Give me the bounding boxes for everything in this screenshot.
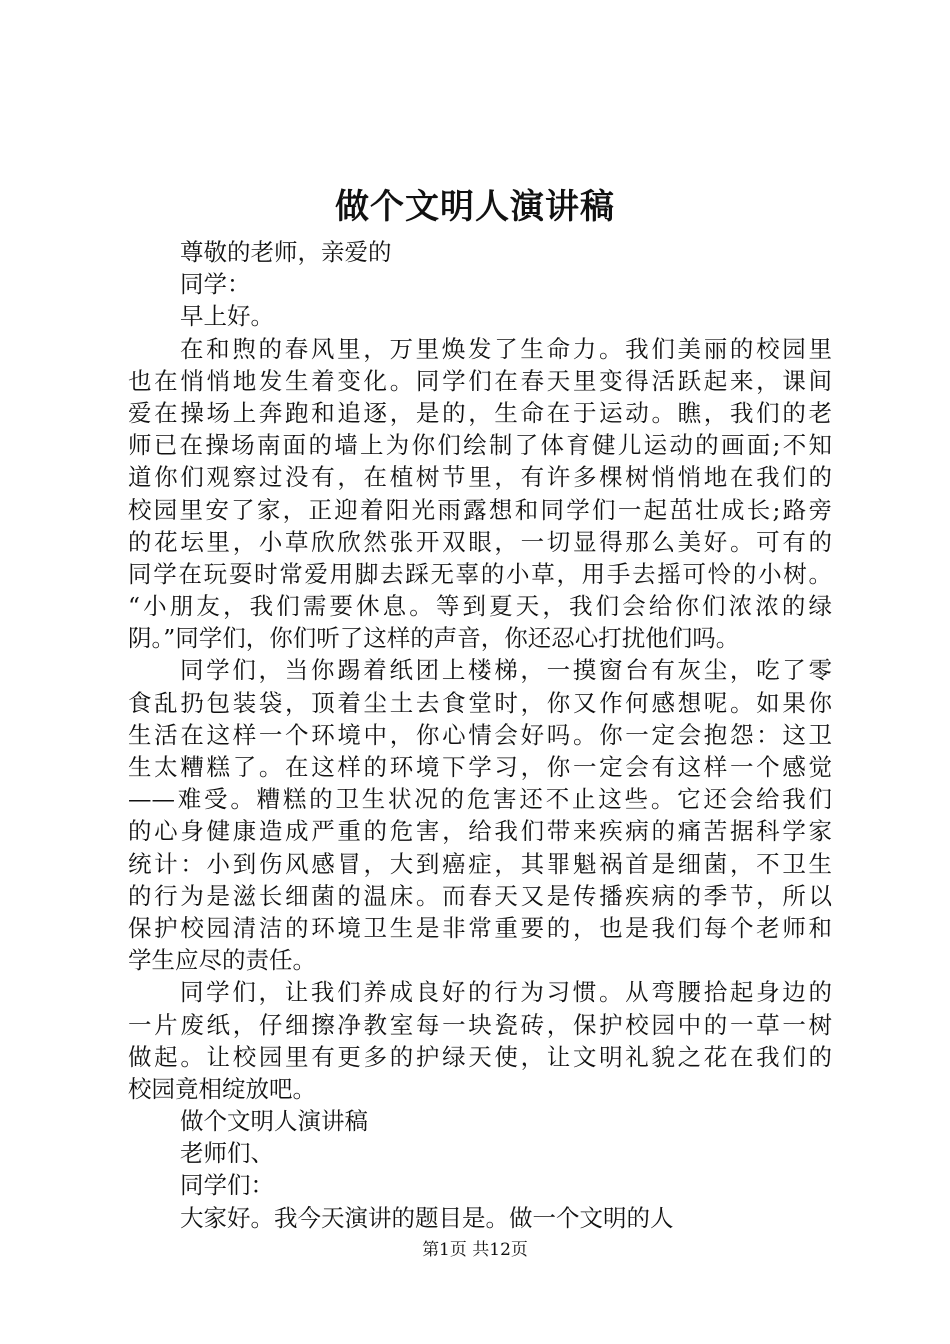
text-line: 做起。让校园里有更多的护绿天使，让文明礼貌之花在我们的	[128, 1042, 832, 1071]
text-line: 同学们，让我们养成良好的行为习惯。从弯腰拾起身边的	[180, 978, 832, 1007]
text-line: 在和煦的春风里，万里焕发了生命力。我们美丽的校园里	[180, 334, 832, 363]
text-line: 同学：	[180, 270, 251, 299]
text-line: 统计：小到伤风感冒，大到癌症，其罪魁祸首是细菌，不卫生	[128, 849, 832, 878]
text-line: 的花坛里，小草欣欣然张开双眼，一切显得那么美好。可有的	[128, 527, 832, 556]
text-line: “小朋友，我们需要休息。等到夏天，我们会给你们浓浓的绿	[128, 592, 832, 621]
text-line: 校园里安了家，正迎着阳光雨露想和同学们一起茁壮成长;路旁	[128, 495, 832, 524]
text-line: 阴。”同学们，你们听了这样的声音，你还忍心打扰他们吗。	[128, 624, 740, 653]
text-line: 同学们：	[180, 1171, 274, 1200]
page-number-footer: 第1页 共12页	[422, 1240, 528, 1260]
text-line: 爱在操场上奔跑和追逐，是的，生命在于运动。瞧，我们的老	[128, 398, 832, 427]
text-line: 同学在玩耍时常爱用脚去踩无辜的小草，用手去摇可怜的小树。	[128, 559, 832, 588]
text-line: 生活在这样一个环境中，你心情会好吗。你一定会抱怨：这卫	[128, 720, 832, 749]
text-line: 学生应尽的责任。	[128, 946, 316, 975]
text-line: 食乱扔包装袋，顶着尘土去食堂时，你又作何感想呢。如果你	[128, 688, 832, 717]
text-line: 老师们、	[180, 1139, 274, 1168]
text-line: 尊敬的老师，亲爱的	[180, 238, 392, 266]
document-body	[128, 236, 832, 1234]
document-title: 做个文明人演讲稿	[335, 187, 615, 227]
text-line: 做个文明人演讲稿	[180, 1107, 368, 1136]
text-line: 道你们观察过没有，在植树节里，有许多棵树悄悄地在我们的	[128, 463, 832, 492]
text-line: 一片废纸，仔细擦净教室每一块瓷砖，保护校园中的一草一树	[128, 1010, 832, 1039]
text-line: 生太糟糕了。在这样的环境下学习，你一定会有这样一个感觉	[128, 753, 832, 781]
text-line: 师已在操场南面的墙上为你们绘制了体育健儿运动的画面;不知	[128, 431, 832, 460]
text-line: 保护校园清洁的环境卫生是非常重要的，也是我们每个老师和	[128, 913, 832, 942]
text-line: 早上好。	[180, 302, 274, 331]
text-line: 校园竟相绽放吧。	[128, 1074, 316, 1103]
text-line: 的心身健康造成严重的危害，给我们带来疾病的痛苦据科学家	[128, 817, 832, 846]
text-line: 大家好。我今天演讲的题目是。做一个文明的人	[180, 1203, 674, 1232]
text-line: ——难受。糟糕的卫生状况的危害还不止这些。它还会给我们	[128, 785, 832, 814]
text-line: 同学们，当你踢着纸团上楼梯，一摸窗台有灰尘，吃了零	[180, 656, 832, 685]
text-line: 也在悄悄地发生着变化。同学们在春天里变得活跃起来，课间	[128, 366, 832, 395]
text-line: 的行为是滋长细菌的温床。而春天又是传播疾病的季节，所以	[128, 881, 832, 910]
